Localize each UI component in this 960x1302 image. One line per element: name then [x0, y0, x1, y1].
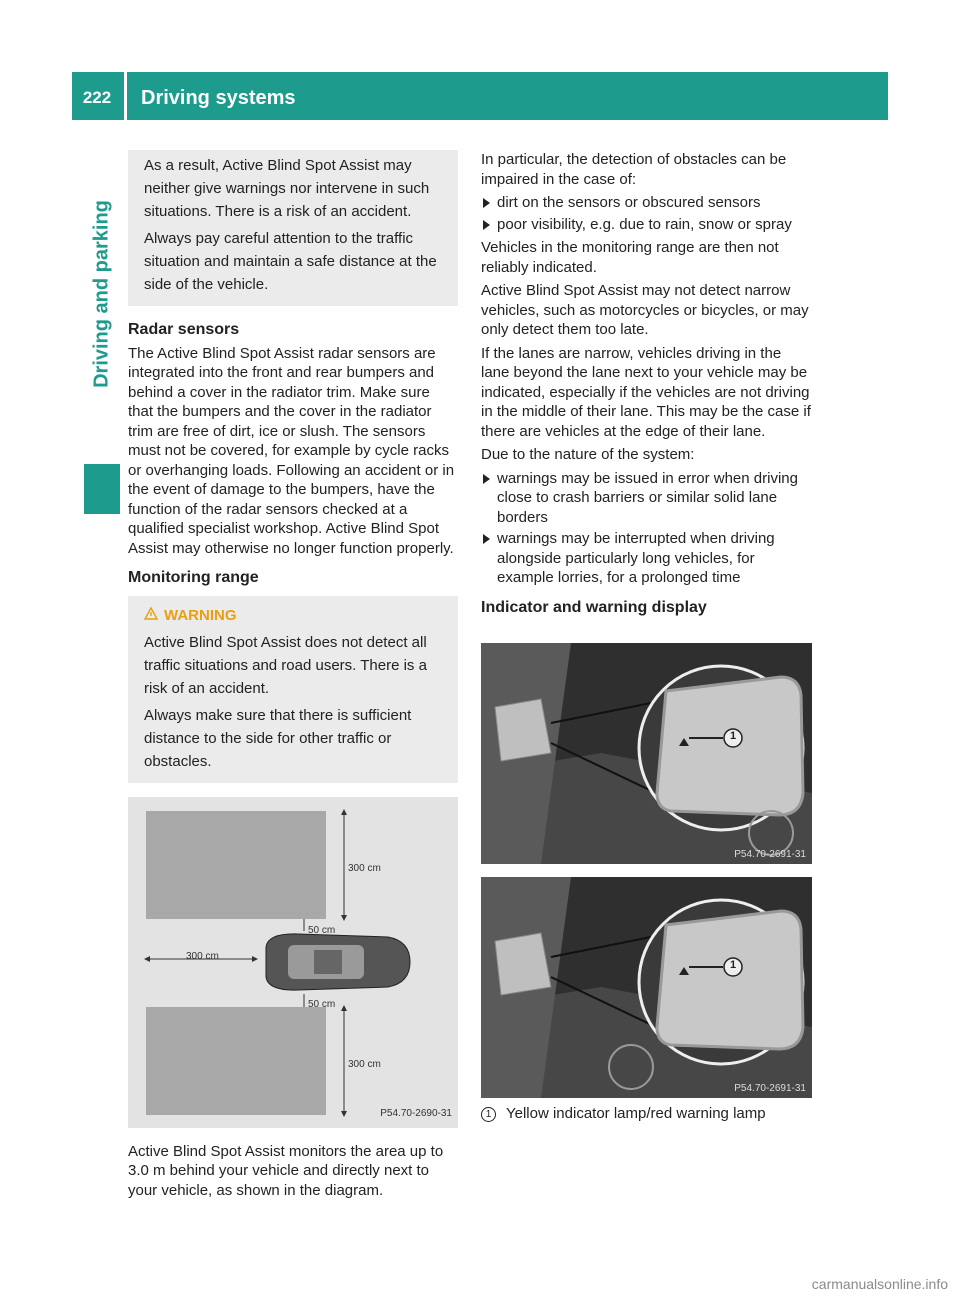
diagram-code: P54.70-2690-31 — [380, 1108, 452, 1119]
system-nature-text: Due to the nature of the system: — [481, 446, 695, 463]
vehicles-text: Vehicles in the monitoring range are then not reliably indicated. — [481, 239, 779, 276]
warning-box — [128, 596, 458, 783]
right-column — [481, 150, 812, 621]
watermark: carmanualsonline.info — [811, 1276, 948, 1292]
list-item: dirt on the sensors or obscured sensors — [481, 193, 812, 213]
result-text: As a result, Active Blind Spot Assist may neither give warnings nor intervene in such situations. There is a risk of an accident. — [144, 157, 430, 220]
mirror-photo-2-graphic — [481, 877, 812, 1098]
list-item: warnings may be issued in error when driving close to crash barriers or similar solid lane borders — [481, 469, 812, 528]
photo-1-code: P54.70-2691-31 — [734, 849, 806, 860]
label-50-top: 50 cm — [308, 924, 336, 936]
label-300-side: 300 cm — [186, 950, 219, 962]
legend — [481, 1104, 812, 1123]
legend-number: 1 — [481, 1107, 496, 1122]
label-300-bottom: 300 cm — [348, 1058, 381, 1070]
mirror-photo-1-graphic — [481, 643, 812, 864]
callout-number: 1 — [729, 730, 737, 742]
header-separator — [124, 72, 127, 120]
diagram-caption: Active Blind Spot Assist monitors the area up to 3.0 m behind your vehicle and directly next to your vehicle, as shown in the diagram. — [128, 1142, 444, 1199]
section-title: Driving systems — [141, 87, 296, 109]
monitoring-range-diagram — [128, 797, 458, 1128]
result-box — [128, 150, 458, 306]
sidebar-label: Driving and parking — [90, 200, 113, 388]
diagram-graphic — [128, 797, 458, 1128]
mirror-photo-2 — [481, 877, 812, 1098]
warning-text: Active Blind Spot Assist does not detect all traffic situations and road users. There is a risk of an accident. — [144, 633, 427, 697]
legend-text: Yellow indicator lamp/red warning lamp — [506, 1105, 766, 1122]
narrow-lanes-text: If the lanes are narrow, vehicles driving in the lane beyond the lane next to your vehicle may be indicated, especially if the vehicles are not driving in the middle of their lane. This may be the case if there are vehicles at the edge of their lane. — [481, 344, 811, 440]
warning-title: WARNING — [144, 604, 448, 627]
label-50-bottom: 50 cm — [308, 998, 336, 1010]
warning-icon — [144, 604, 158, 627]
page-number: 222 — [82, 88, 112, 107]
result-advice: Always pay careful attention to the traffic situation and maintain a safe distance at the side of the vehicle. — [144, 230, 437, 293]
monitoring-heading: Monitoring range — [128, 569, 259, 586]
sidebar-marker — [84, 464, 120, 514]
radar-heading: Radar sensors — [128, 321, 240, 338]
left-column — [128, 150, 458, 1204]
label-300-top: 300 cm — [348, 862, 381, 874]
narrow-vehicles-text: Active Blind Spot Assist may not detect narrow vehicles, such as motorcycles or bicycles, or may only detect them too late. — [481, 282, 809, 338]
indicator-heading: Indicator and warning display — [481, 598, 707, 616]
list-item: warnings may be interrupted when driving alongside particularly long vehicles, for example lorries, for a prolonged time — [481, 529, 812, 588]
intro-text: In particular, the detection of obstacles can be impaired in the case of: — [481, 151, 787, 188]
impairment-list — [481, 193, 812, 234]
system-list — [481, 469, 812, 588]
list-item: poor visibility, e.g. due to rain, snow or spray — [481, 215, 812, 235]
callout-number: 1 — [729, 959, 737, 971]
photo-2-code: P54.70-2691-31 — [734, 1083, 806, 1094]
warning-advice: Always make sure that there is sufficient distance to the side for other traffic or obstacles. — [144, 706, 412, 770]
mirror-photo-1 — [481, 643, 812, 864]
radar-text: The Active Blind Spot Assist radar sensors are integrated into the front and rear bumpers and behind a cover in the radiator trim. Make sure that the bumpers and the cover in the radiator trim are free of dirt, ice or slush. The sensors must not be covered, for example by cycle racks or overhanging loads. Following an accident or in the event of damage to the bumpers, have the function of the radar sensors checked at a qualified specialist workshop. Active Blind Spot Assist may otherwise no longer function properly. — [128, 344, 455, 557]
